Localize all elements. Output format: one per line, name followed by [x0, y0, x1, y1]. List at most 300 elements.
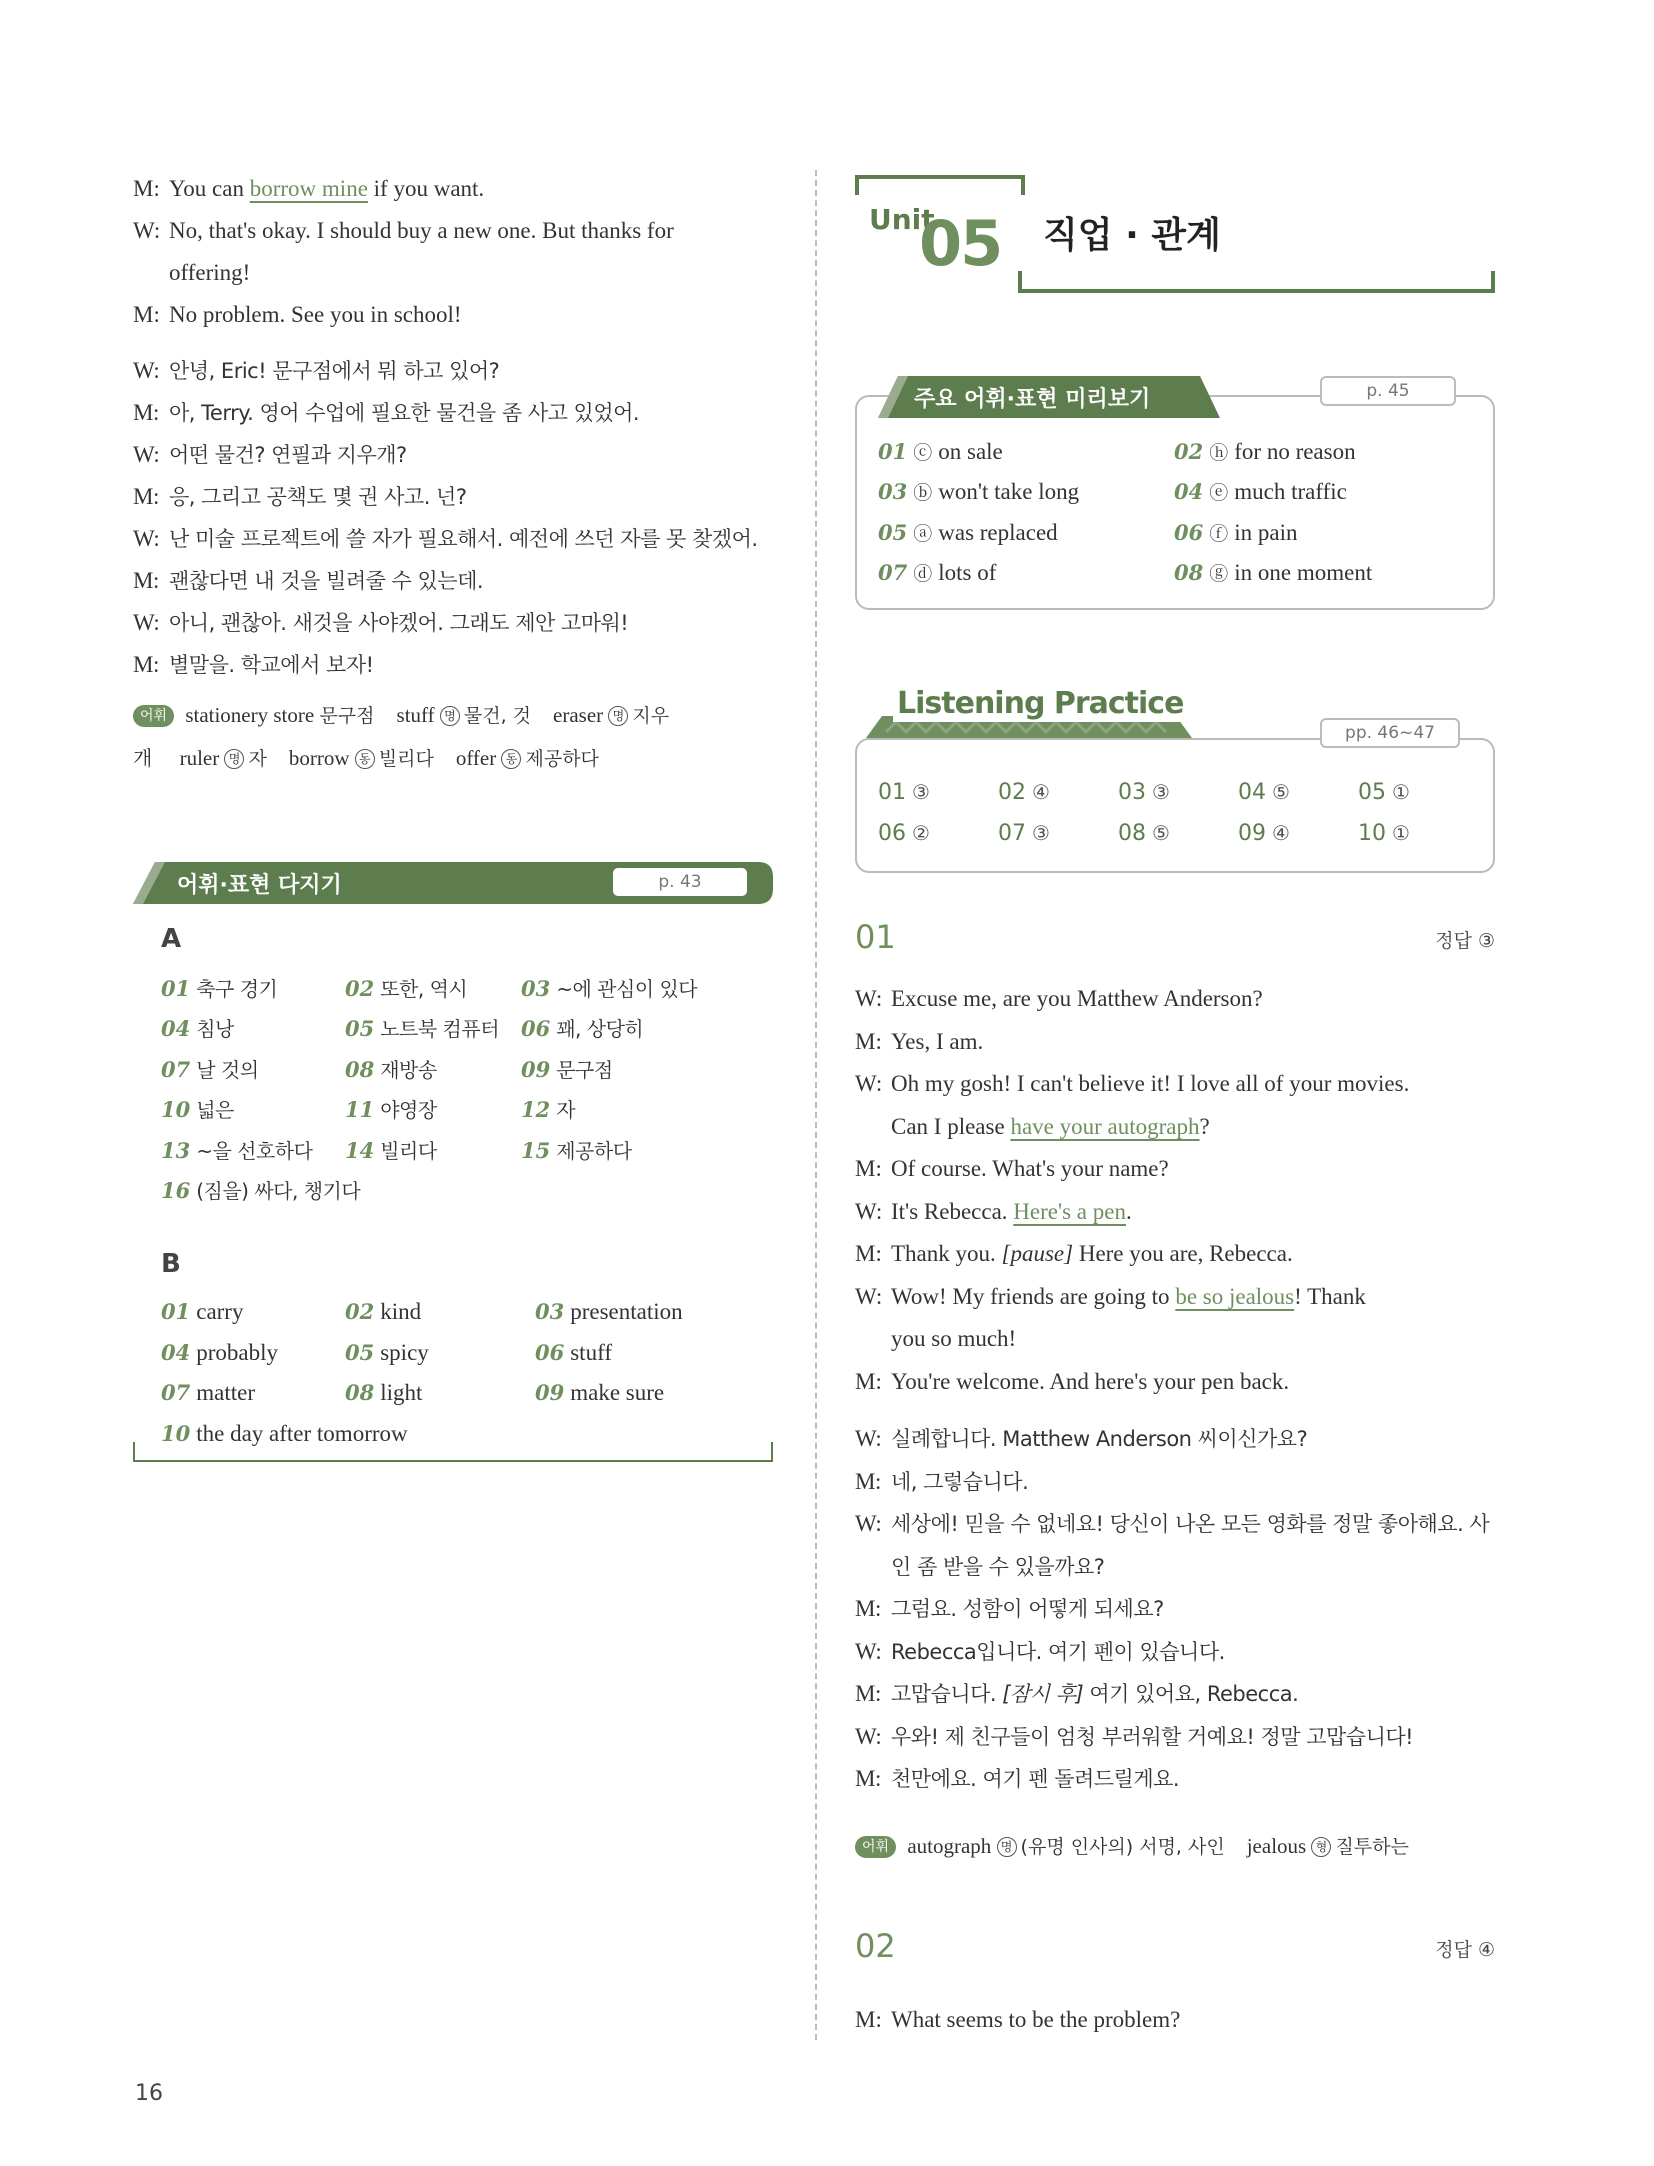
item-number: 01 [878, 438, 908, 464]
vocab-item [1247, 1834, 1409, 1858]
vocab-tag: 어휘 [133, 705, 174, 727]
item-number: 02 [998, 780, 1026, 805]
speaker: M: [855, 1028, 882, 1054]
answer-letter: ⓐ [913, 522, 933, 545]
item-number: 07 [161, 1056, 191, 1082]
vocab-box [133, 694, 773, 780]
line-text: 별말을. 학교에서 보자! [169, 653, 374, 677]
speaker: W: [133, 610, 160, 635]
preview-item [878, 559, 1174, 586]
answer-letter: ⓕ [1209, 522, 1229, 545]
item-text: 꽤, 상당히 [556, 1017, 644, 1042]
item-text: stuff [570, 1339, 612, 1365]
line-text [169, 168, 773, 210]
line-text [891, 1191, 1505, 1234]
pos-badge: 명 [608, 706, 628, 726]
dialogue-line [133, 294, 773, 336]
line-pre: No, that's okay. I should buy a new one. But thanks for [169, 218, 674, 243]
listening-title: Listening Practice [893, 686, 1187, 722]
preview-item [878, 478, 1174, 505]
dialogue-line [855, 1148, 1505, 1191]
item-text: light [380, 1380, 423, 1406]
grid-cell [345, 1340, 535, 1366]
grid-cell [345, 1299, 535, 1325]
listening-answer [878, 821, 998, 846]
item-number: 01 [878, 780, 906, 805]
item-number: 05 [1358, 780, 1386, 805]
listening-answer [1238, 780, 1358, 805]
speaker: M: [855, 1468, 881, 1494]
item-number: 06 [521, 1016, 551, 1042]
dialogue-en [133, 168, 773, 336]
item-number: 07 [878, 560, 908, 586]
item-text: 날 것의 [196, 1057, 259, 1082]
line-text: 네, 그렇습니다. [891, 1469, 1029, 1494]
grid-cell [521, 1054, 761, 1083]
vocab-item [907, 1834, 1224, 1858]
dialogue-line [855, 978, 1505, 1021]
vocab-meaning: 질투하는 [1335, 1836, 1409, 1858]
line-text [891, 1361, 1505, 1404]
grid-row [161, 1373, 761, 1414]
answer-mark: ① [1392, 780, 1410, 804]
item-number: 02 [345, 1299, 375, 1325]
item-number: 10 [161, 1097, 191, 1123]
grid-cell [521, 973, 761, 1002]
item-number: 08 [345, 1056, 375, 1082]
vocab-item [180, 746, 267, 770]
speaker: W: [133, 526, 160, 551]
item-text: make sure [570, 1380, 665, 1406]
speaker: W: [855, 1511, 882, 1536]
pos-badge: 명 [997, 1837, 1017, 1857]
line-text: What seems to be the problem? [891, 2007, 1181, 2032]
speaker: M: [133, 400, 159, 425]
line-pre: Yes, I am. [891, 1028, 984, 1054]
preview-row [878, 512, 1478, 553]
speaker: M: [855, 2007, 882, 2032]
item-text: 또한, 역시 [380, 976, 468, 1001]
answer-letter: ⓖ [1209, 563, 1229, 586]
line-pre: No problem. See you in school! [169, 302, 462, 327]
answer-underline: borrow mine [249, 176, 368, 201]
vocab-word: jealous [1246, 1834, 1307, 1858]
item-number: 15 [521, 1137, 551, 1163]
dialogue-line-ko [855, 1673, 1505, 1716]
item-text: spicy [380, 1339, 429, 1365]
grid-row [161, 1170, 761, 1211]
answer-mark: ② [912, 821, 930, 845]
speaker: W: [855, 1198, 883, 1224]
dialogue-line [855, 1233, 1505, 1276]
speaker: M: [855, 1368, 882, 1394]
item-number: 12 [521, 1097, 551, 1123]
item-number: 07 [998, 821, 1026, 846]
answer-mark: ③ [912, 780, 930, 804]
item-number: 06 [535, 1339, 565, 1365]
line-text: 아니, 괜찮아. 새것을 사야겠어. 그래도 제안 고마워! [169, 611, 629, 635]
q1-vocab-tag: 어휘 [855, 1836, 896, 1858]
speaker: M: [855, 1156, 882, 1181]
vocab-meaning: 제공하다 [525, 748, 599, 770]
item-text: kind [380, 1299, 422, 1325]
vocab-meaning: 빌리다 [378, 748, 434, 770]
dialogue-line-ko [855, 1716, 1505, 1759]
line-pre: It's Rebecca. [891, 1198, 1014, 1224]
grid-cell [161, 1299, 345, 1325]
dialogue-line-ko [133, 392, 773, 434]
practice-title: 어휘·표현 다지기 [177, 873, 342, 898]
answer-mark: ④ [1032, 780, 1050, 804]
item-number: 10 [161, 1420, 191, 1446]
q2-answer: 정답 ④ [1435, 1939, 1495, 1961]
preview-row [878, 553, 1478, 594]
speaker: M: [133, 652, 159, 677]
speaker: M: [133, 568, 159, 593]
dialogue-line-ko [133, 434, 773, 476]
item-text: probably [196, 1339, 278, 1365]
line-pre: You're welcome. And here's your pen back. [891, 1368, 1290, 1394]
q2-header [855, 1927, 1495, 1967]
line-text: 응, 그리고 공책도 몇 권 사고. 넌? [169, 485, 467, 509]
vocab-word: stationery store [185, 703, 315, 727]
dialogue-line [133, 210, 773, 252]
grid-cell [161, 1054, 345, 1083]
item-number: 11 [345, 1097, 375, 1123]
grid-cell [345, 1054, 521, 1083]
item-text: ~에 관심이 있다 [556, 976, 698, 1001]
grid-cell [345, 1013, 521, 1042]
preview-grid [878, 431, 1478, 593]
line-pre: offering! [169, 260, 251, 285]
line-text: 괜찮다면 내 것을 빌려줄 수 있는데. [169, 569, 484, 593]
answer-mark: ③ [1152, 780, 1170, 804]
vocab-prefix: 개 [133, 746, 153, 770]
listening-answer [1358, 780, 1478, 805]
line-pre: Excuse me, are you Matthew Anderson? [891, 986, 1263, 1011]
vocab-item [553, 703, 669, 727]
line-pre: Oh my gosh! I can't believe it! I love all of your movies. [891, 1071, 1410, 1096]
item-text: 야영장 [380, 1098, 437, 1123]
speaker [855, 1318, 891, 1361]
grid-cell [345, 1094, 521, 1123]
grid-cell [521, 1013, 761, 1042]
q1-answer: 정답 ③ [1435, 930, 1495, 952]
item-number: 16 [161, 1178, 191, 1204]
grid-cell [161, 1340, 345, 1366]
q1-vocab [855, 1825, 1505, 1868]
item-number: 02 [345, 975, 375, 1001]
item-number: 03 [521, 975, 551, 1001]
speaker: W: [855, 1071, 883, 1096]
item-number: 05 [878, 519, 908, 545]
item-text: the day after tomorrow [196, 1420, 408, 1446]
line-text: Rebecca입니다. 여기 펜이 있습니다. [891, 1639, 1225, 1664]
speaker: M: [133, 484, 159, 509]
grid-cell [535, 1299, 761, 1325]
item-text: in one moment [1234, 560, 1373, 586]
grid-cell [161, 1013, 345, 1042]
pos-badge: 동 [355, 749, 375, 769]
line-text [169, 210, 773, 252]
item-text: lots of [938, 560, 997, 586]
preview-page-ref: p. 45 [1320, 376, 1456, 406]
q1-number: 01 [855, 918, 896, 956]
listening-answer [998, 780, 1118, 805]
answer-mark: ④ [1272, 821, 1290, 845]
practice-page-ref: p. 43 [613, 868, 747, 896]
grid-cell [521, 1094, 761, 1123]
listening-answer [878, 780, 998, 805]
item-text: in pain [1234, 519, 1298, 545]
item-text: on sale [938, 438, 1003, 464]
unit-title: 직업 · 관계 [1043, 215, 1221, 256]
item-number: 05 [345, 1339, 375, 1365]
line-pre: Can I please [891, 1113, 1011, 1139]
vocab-item [456, 746, 599, 770]
section-a-label: A [161, 924, 182, 954]
speaker: M: [133, 176, 160, 201]
item-number: 03 [1118, 780, 1146, 805]
listening-row [878, 813, 1478, 854]
vocab-word: offer [455, 746, 497, 770]
unit-word: Unit [869, 203, 935, 236]
grid-cell [535, 1380, 761, 1406]
left-column [133, 168, 773, 780]
q1-header [855, 918, 1495, 958]
vocab-meaning: (유명 인사의) 서명, 사인 [1020, 1836, 1225, 1858]
vocab-meaning: 물건, 것 [463, 705, 532, 727]
item-text: 넓은 [196, 1098, 234, 1123]
vocab-word: autograph [907, 1834, 992, 1858]
dialogue-line-ko [855, 1631, 1505, 1674]
item-text: ~을 선호하다 [196, 1138, 313, 1163]
item-number: 10 [1358, 821, 1386, 846]
listening-answer [1118, 821, 1238, 846]
line-text: 난 미술 프로젝트에 쓸 자가 필요해서. 예전에 쓰던 자를 못 찾겠어. [169, 527, 758, 551]
speaker [855, 1106, 891, 1149]
grid-row [161, 1333, 761, 1374]
vocab-meaning: 자 [248, 748, 267, 770]
line-text [891, 1148, 1505, 1191]
vocab-item [397, 703, 532, 727]
item-number: 08 [345, 1380, 375, 1406]
preview-item [1174, 559, 1474, 586]
answer-underline: be so jealous [1175, 1283, 1295, 1309]
item-number: 08 [1118, 821, 1146, 846]
line-post: ! Thank [1294, 1283, 1366, 1309]
dialogue-line [855, 1106, 1505, 1149]
answer-letter: ⓓ [913, 563, 933, 586]
q1-dialogue-en [855, 978, 1505, 1403]
answer-mark: ① [1392, 821, 1410, 845]
item-number: 05 [345, 1016, 375, 1042]
line-text: 우와! 제 친구들이 엄청 부러워할 거예요! 정말 고맙습니다! [891, 1724, 1414, 1749]
item-number: 06 [878, 821, 906, 846]
speaker: M: [133, 302, 160, 327]
column-divider [815, 170, 817, 2040]
item-number: 04 [161, 1339, 191, 1365]
line-text: 고맙습니다. [잠시 후] 여기 있어요, Rebecca. [891, 1682, 1299, 1706]
answer-letter: ⓔ [1209, 482, 1229, 505]
answer-mark: ⑤ [1272, 780, 1290, 804]
q2-dialogue [855, 1999, 1505, 2041]
grid-row [161, 1129, 761, 1170]
speaker: M: [855, 1241, 882, 1266]
answer-letter: ⓒ [913, 441, 933, 464]
speaker: W: [133, 218, 161, 243]
item-text: 자 [556, 1098, 576, 1123]
practice-frame [133, 1442, 773, 1462]
vocab-practice-box [133, 862, 773, 1469]
speaker: W: [855, 1638, 882, 1664]
speaker: M: [855, 1681, 881, 1706]
grid-cell [161, 1380, 345, 1406]
item-number: 03 [878, 479, 908, 505]
line-text: 실례합니다. Matthew Anderson 씨이신가요? [891, 1427, 1308, 1451]
grid-row [161, 1089, 761, 1130]
answer-letter: ⓑ [913, 482, 933, 505]
item-number: 02 [1174, 438, 1204, 464]
dialogue-line-ko [133, 602, 773, 644]
dialogue-line-ko [855, 1503, 1505, 1546]
dialogue-line-ko [855, 1588, 1505, 1631]
line-pre: Of course. What's your name? [891, 1156, 1169, 1181]
speaker [133, 252, 169, 294]
pos-badge: 형 [1311, 1837, 1331, 1857]
grid-row [161, 1292, 761, 1333]
dialogue-line [855, 1021, 1505, 1064]
preview-row [878, 472, 1478, 513]
line-post: . [1125, 1198, 1132, 1224]
item-text: 노트북 컴퓨터 [380, 1017, 500, 1042]
item-text: 문구점 [556, 1057, 613, 1082]
line-text: 아, Terry. 영어 수업에 필요한 물건을 좀 사고 있었어. [169, 401, 640, 425]
grid-cell [345, 973, 521, 1002]
line-text: 인 좀 받을 수 있을까요? [891, 1554, 1105, 1579]
line-text [891, 1233, 1505, 1276]
item-text: much traffic [1234, 479, 1347, 505]
vocab-word: eraser [553, 703, 604, 727]
vocab-meaning: 문구점 [319, 705, 375, 727]
item-number: 08 [1174, 560, 1204, 586]
speaker: W: [133, 358, 160, 383]
item-text: 빌리다 [380, 1138, 437, 1163]
grid-cell [161, 1135, 345, 1164]
item-text: presentation [570, 1299, 683, 1325]
item-text: won't take long [938, 479, 1080, 505]
vocab-meaning: 지우 [632, 705, 670, 727]
line-text: 천만에요. 여기 펜 돌려드릴게요. [891, 1767, 1180, 1791]
answer-mark: ⑤ [1152, 821, 1170, 845]
item-number: 04 [1174, 479, 1204, 505]
line-post: if you want. [367, 176, 485, 201]
line-text: 안녕, Eric! 문구점에서 뭐 하고 있어? [169, 359, 500, 383]
vocab-item [185, 703, 374, 727]
preview-item [1174, 519, 1474, 546]
answer-mark: ③ [1032, 821, 1050, 845]
speaker: W: [855, 986, 883, 1011]
q1-dialogue-ko [855, 1418, 1505, 1801]
item-text: 재방송 [380, 1057, 437, 1082]
dialogue-ko [133, 350, 773, 686]
item-text: 침낭 [196, 1017, 234, 1042]
grid-cell [521, 1135, 761, 1164]
line-text [169, 294, 773, 336]
item-number: 07 [161, 1380, 191, 1406]
vocab-line-1 [133, 694, 773, 737]
line-text [891, 1318, 1505, 1361]
dialogue-line [133, 168, 773, 210]
unit-frame-top-left [855, 175, 859, 195]
line-pre: You can [169, 176, 250, 201]
grid-cell [161, 1175, 361, 1204]
dialogue-line-ko [855, 1418, 1505, 1461]
dialogue-line-ko [133, 560, 773, 602]
line-text [891, 1021, 1505, 1064]
q2-number: 02 [855, 1927, 896, 1965]
listening-answer [998, 821, 1118, 846]
grid-cell [535, 1340, 761, 1366]
vocab-line-2 [133, 737, 773, 780]
item-number: 01 [161, 975, 191, 1001]
page-number: 16 [135, 2081, 163, 2106]
item-number: 09 [521, 1056, 551, 1082]
dialogue-line-ko [133, 518, 773, 560]
item-text: 제공하다 [556, 1138, 632, 1163]
item-text: matter [196, 1380, 255, 1406]
grid-cell [345, 1135, 521, 1164]
unit-number: 05 [919, 207, 1002, 280]
line-text [891, 1276, 1505, 1319]
dialogue-line [855, 1361, 1505, 1404]
preview-item [878, 519, 1174, 546]
dialogue-line [855, 1318, 1505, 1361]
line-text [891, 1063, 1505, 1106]
dialogue-line [855, 1063, 1505, 1106]
dialogue-line [855, 1191, 1505, 1234]
preview-item [1174, 438, 1474, 465]
vocab-word: stuff [396, 703, 435, 727]
grid-row [161, 1008, 761, 1049]
preview-item [1174, 478, 1474, 505]
preview-item [878, 438, 1174, 465]
listening-page-ref: pp. 46~47 [1320, 718, 1460, 748]
q2-line [855, 1999, 1505, 2041]
pos-badge: 동 [501, 749, 521, 769]
dialogue-line-ko [133, 350, 773, 392]
speaker: M: [855, 1766, 881, 1791]
unit-header [855, 175, 1495, 295]
vocab-word: borrow [288, 746, 350, 770]
listening-answer [1358, 821, 1478, 846]
section-b-label: B [161, 1249, 181, 1279]
line-text: 그럼요. 성함이 어떻게 되세요? [891, 1597, 1164, 1621]
item-number: 09 [535, 1380, 565, 1406]
item-number: 06 [1174, 519, 1204, 545]
item-text: (짐을) 싸다, 챙기다 [196, 1179, 361, 1204]
item-number: 01 [161, 1299, 191, 1325]
speaker: M: [855, 1596, 881, 1621]
answer-letter: ⓗ [1209, 441, 1229, 464]
answer-underline: have your autograph [1010, 1113, 1200, 1139]
listening-answer [1118, 780, 1238, 805]
dialogue-line [855, 1276, 1505, 1319]
line-pre: Wow! My friends are going to [891, 1283, 1176, 1309]
item-text: 축구 경기 [196, 976, 278, 1001]
dialogue-line [133, 252, 773, 294]
listening-answers [878, 772, 1478, 854]
